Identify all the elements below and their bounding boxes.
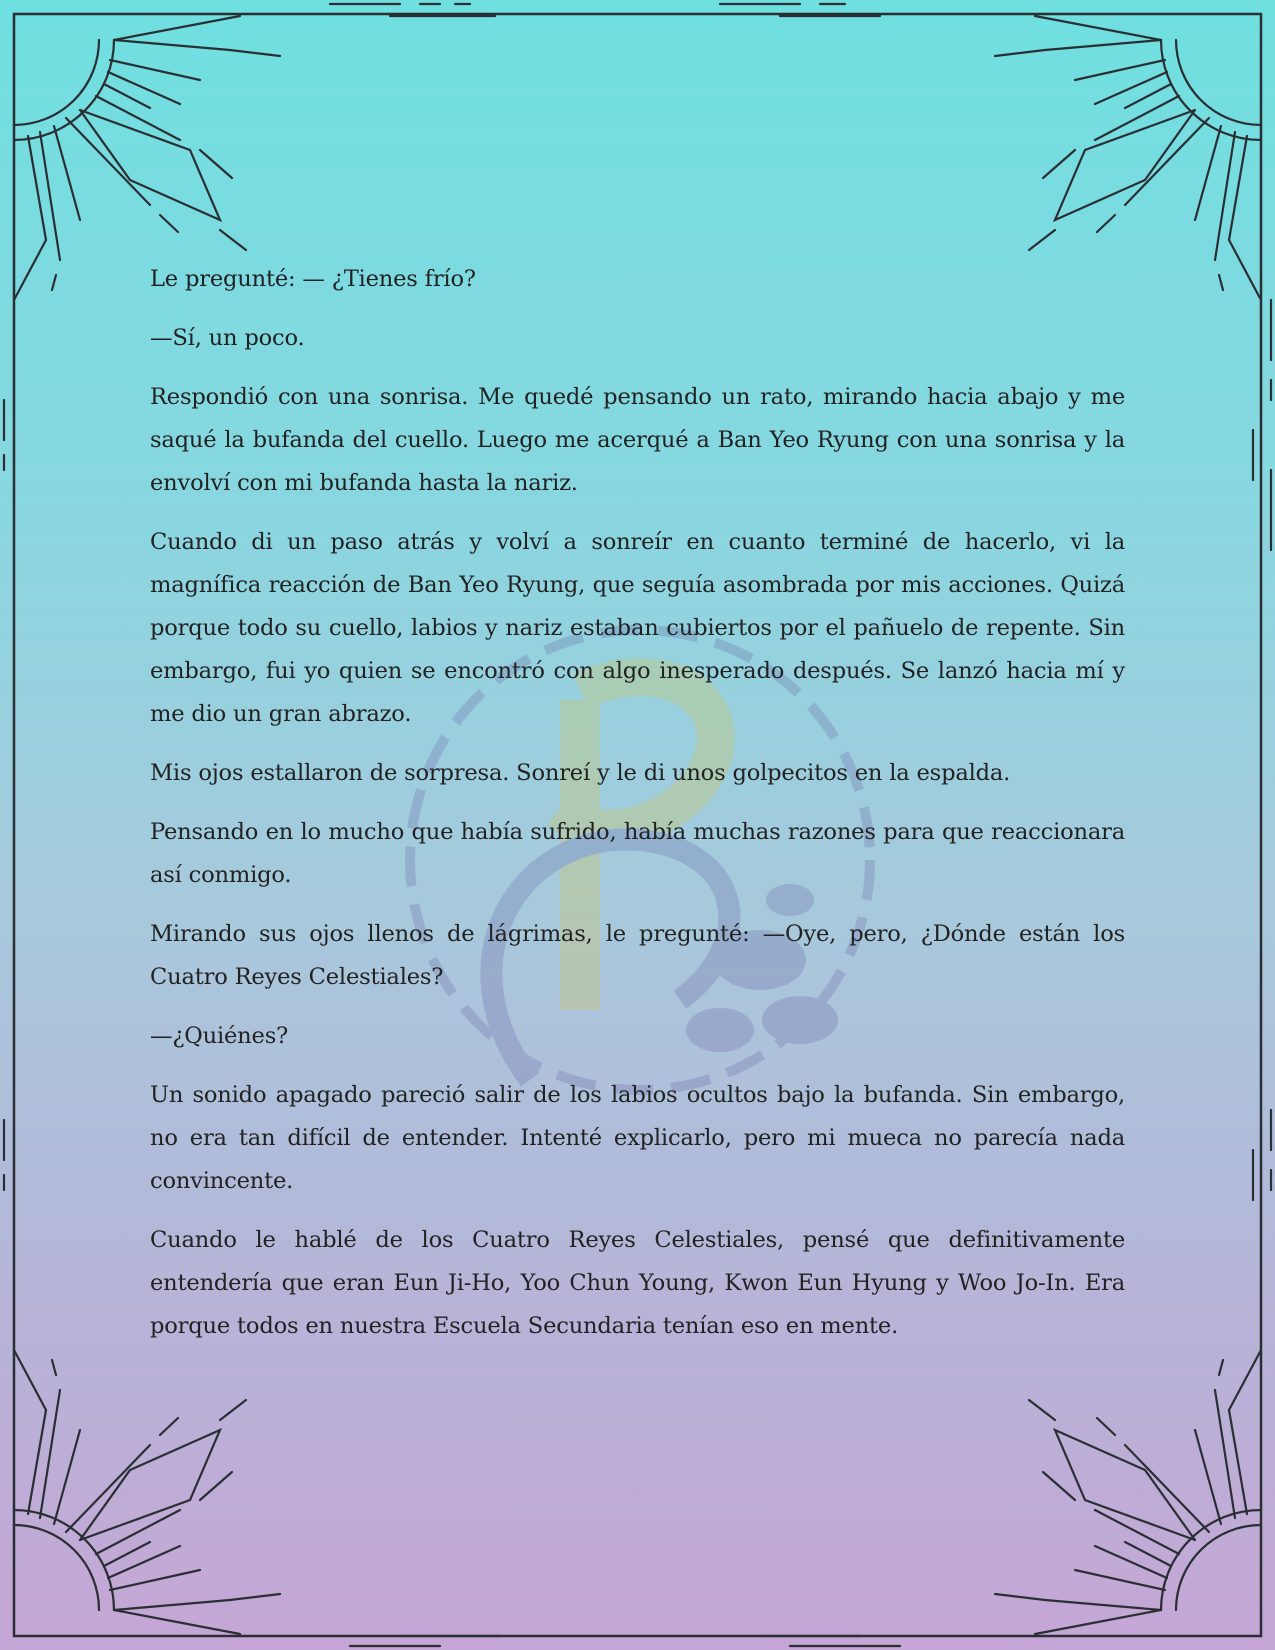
paragraph-8: —¿Quiénes?	[150, 1023, 289, 1049]
paragraph-2: —Sí, un poco.	[150, 325, 305, 351]
paragraph-10: Cuando le hablé de los Cuatro Reyes Celestiales, pensé que definitivamente entendería que eran Eun Ji-Ho, Yoo Chun Young, Kwon Eun Hyung y Woo Jo-In. Era porque todos en nuestra Escuela Secundaria tenían eso en mente.	[150, 1227, 1125, 1339]
paragraph-7: Mirando sus ojos llenos de lágrimas, le pregunté: —Oye, pero, ¿Dónde están los Cuatro Reyes Celestiales?	[150, 921, 1125, 990]
paragraph-1: Le pregunté: — ¿Tienes frío?	[150, 266, 476, 292]
body-text	[150, 258, 1125, 1364]
paragraph-5: Mis ojos estallaron de sorpresa. Sonreí y le di unos golpecitos en la espalda.	[150, 760, 1011, 786]
paragraph-6: Pensando en lo mucho que había sufrido, había muchas razones para que reaccionara así conmigo.	[150, 819, 1125, 888]
paragraph-4: Cuando di un paso atrás y volví a sonreír en cuanto terminé de hacerlo, vi la magnífica reacción de Ban Yeo Ryung, que seguía asombrada por mis acciones. Quizá porque todo su cuello, labios y nariz estaban cubiertos por el pañuelo de repente. Sin embargo, fui yo quien se encontró con algo inesperado después. Se lanzó hacia mí y me dio un gran abrazo.	[150, 529, 1125, 727]
paragraph-3: Respondió con una sonrisa. Me quedé pensando un rato, mirando hacia abajo y me saqué la bufanda del cuello. Luego me acerqué a Ban Yeo Ryung con una sonrisa y la envolví con mi bufanda hasta la nariz.	[150, 384, 1125, 496]
paragraph-9: Un sonido apagado pareció salir de los labios ocultos bajo la bufanda. Sin embargo, no era tan difícil de entender. Intenté explicarlo, pero mi mueca no parecía nada convincente.	[150, 1082, 1125, 1194]
